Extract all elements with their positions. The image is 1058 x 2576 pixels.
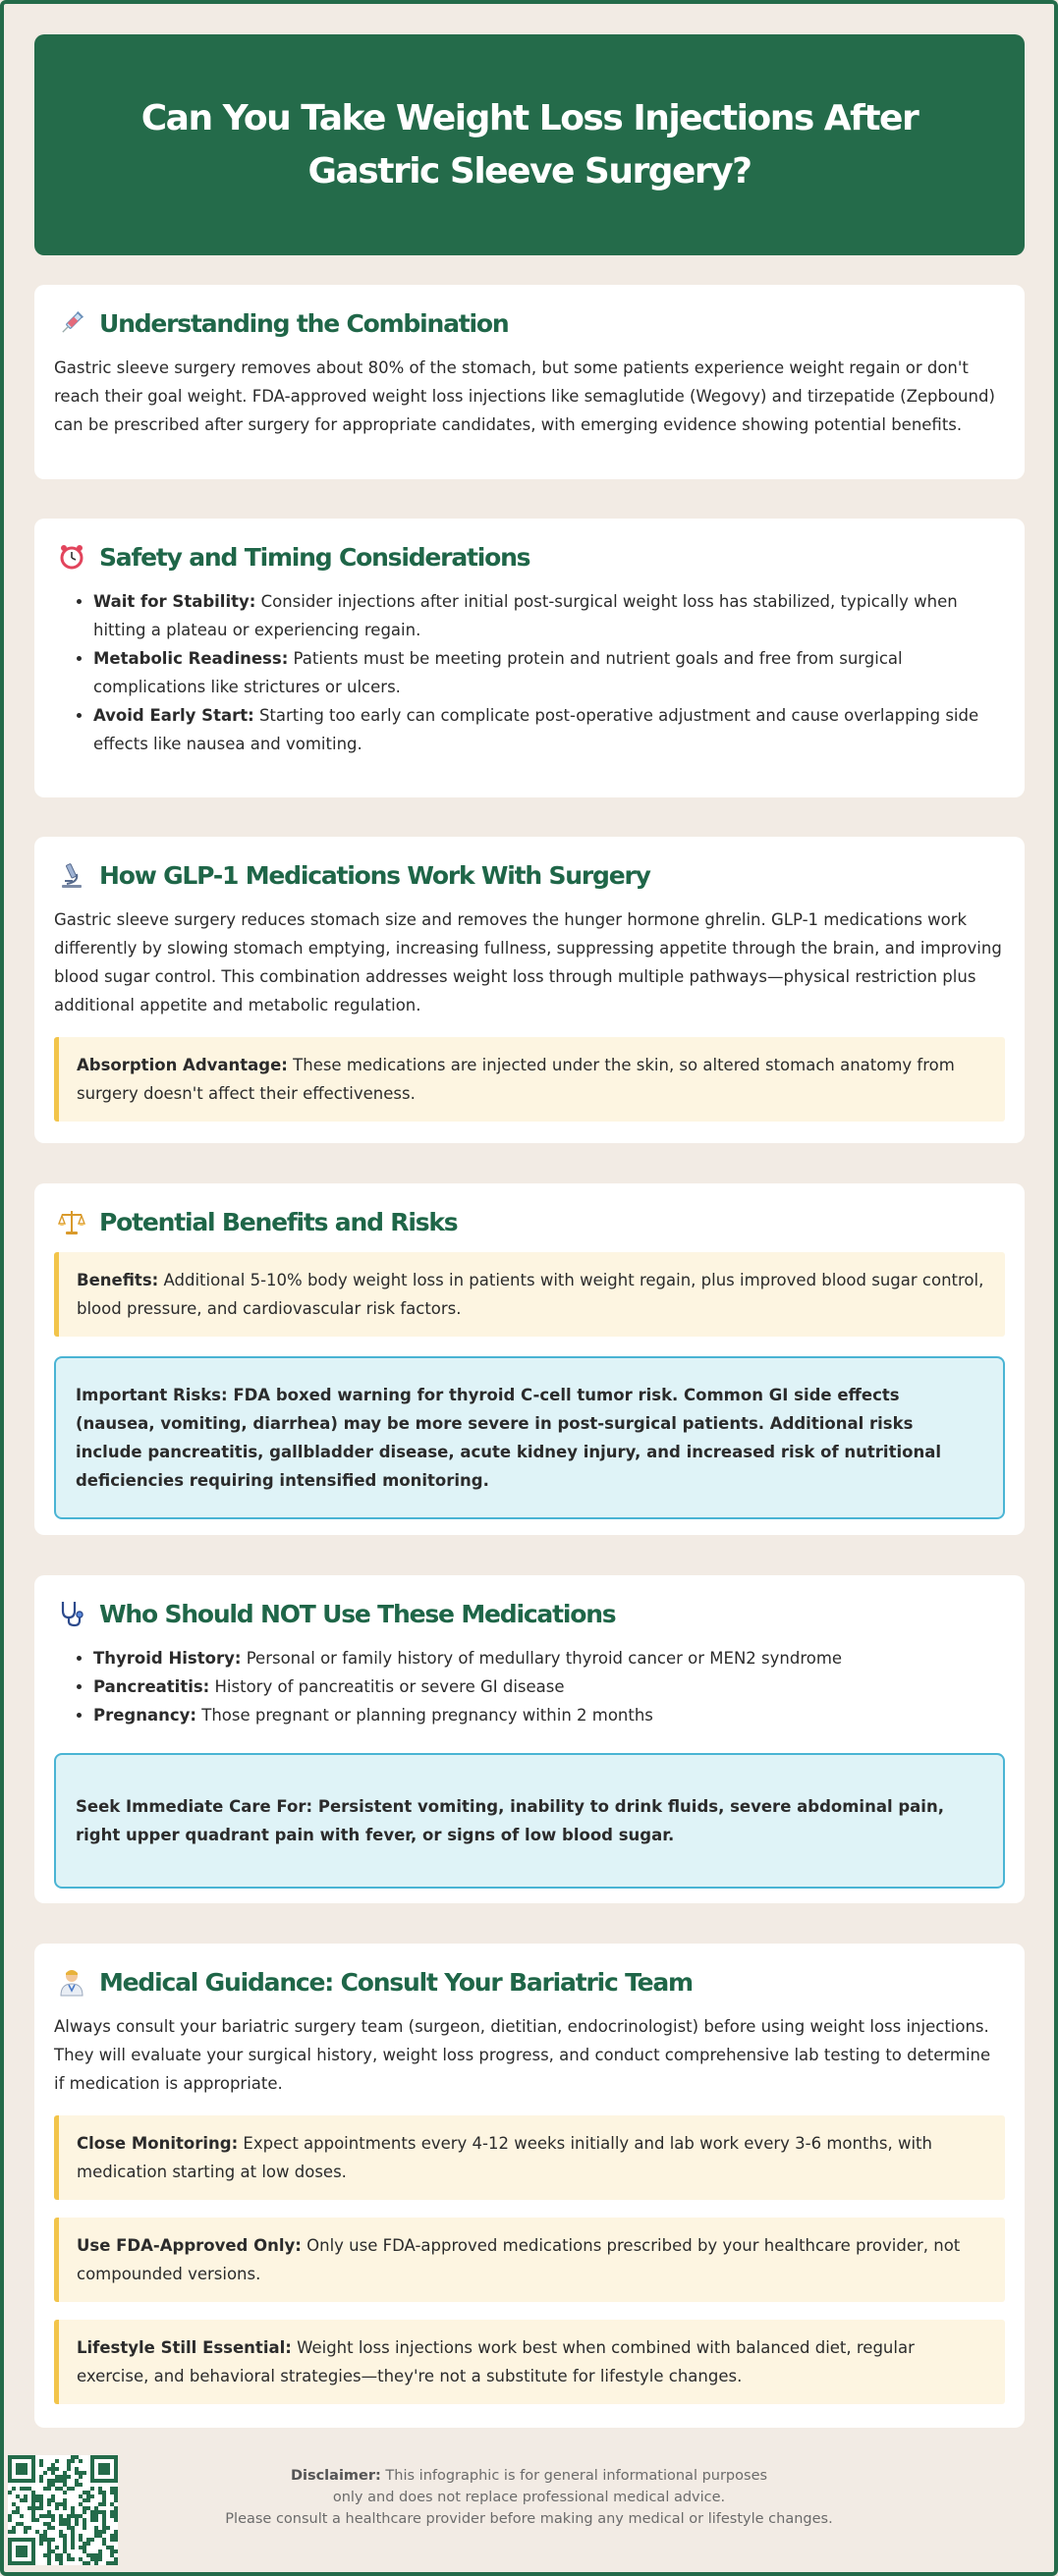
section-title: How GLP-1 Medications Work With Surgery <box>99 860 650 890</box>
item-label: Thyroid History: <box>93 1649 242 1668</box>
page-header <box>34 34 1025 255</box>
note-label: Use FDA-Approved Only: <box>77 2236 302 2255</box>
note-text: Only use FDA-approved medications prescribed by your healthcare provider, not compounded versions. <box>77 2236 961 2283</box>
syringe-icon <box>54 306 89 340</box>
item-label: Metabolic Readiness: <box>93 649 289 668</box>
section-title: Medical Guidance: Consult Your Bariatric Team <box>99 1967 693 1997</box>
section-title: Safety and Timing Considerations <box>99 542 530 572</box>
list-item <box>93 1672 1005 1701</box>
microscope-icon <box>54 858 89 892</box>
section-text: Always consult your bariatric surgery team (surgeon, dietitian, endocrinologist) before using weight loss injections. They will evaluate your surgical history, weight loss progress, and conduct comprehensive lab testing to determine if medication is appropriate. <box>54 2017 991 2093</box>
item-text: History of pancreatitis or severe GI disease <box>209 1677 565 1696</box>
safety-list <box>93 587 1005 758</box>
absorption-note <box>54 1037 1005 1122</box>
doctor-icon <box>54 1965 89 1999</box>
section-benefits-risks <box>34 1183 1025 1535</box>
page-title: Can You Take Weight Loss Injections After Gastric Sleeve Surgery? <box>140 97 919 192</box>
note-text: Weight loss injections work best when combined with balanced diet, regular exercise, and behavioral strategies—they're not a substitute for lifestyle changes. <box>77 2338 915 2385</box>
note-label: Absorption Advantage: <box>77 1056 288 1074</box>
section-text: Gastric sleeve surgery reduces stomach size and removes the hunger hormone ghrelin. GLP-1 medications work differently by slowing stomach emptying, increasing fullness, suppressing appetite through the brain, and improving blood sugar control. This combination addresses weight loss through multiple pathways—physical restriction plus additional appetite and metabolic regulation. <box>54 910 1002 1014</box>
section-glp1 <box>34 837 1025 1143</box>
item-label: Pancreatitis: <box>93 1677 210 1696</box>
balance-scale-icon <box>54 1205 89 1238</box>
item-text: Those pregnant or planning pregnancy within 2 months <box>196 1706 653 1725</box>
section-title: Potential Benefits and Risks <box>99 1207 458 1236</box>
item-label: Wait for Stability: <box>93 592 256 611</box>
note-text: Additional 5-10% body weight loss in patients with weight regain, plus improved blood sugar control, blood pressure, and cardiovascular risk factors. <box>77 1271 984 1318</box>
note-text: These medications are injected under the skin, so altered stomach anatomy from surgery doesn't affect their effectiveness. <box>77 1056 955 1103</box>
monitoring-note <box>54 2115 1005 2200</box>
disclaimer-label: Disclaimer: <box>290 2468 381 2484</box>
section-title: Understanding the Combination <box>99 308 509 338</box>
item-text: Patients must be meeting protein and nutrient goals and free from surgical complications like strictures or ulcers. <box>93 649 903 696</box>
section-safety <box>34 519 1025 797</box>
section-medical-guidance <box>34 1944 1025 2428</box>
fda-approved-note <box>54 2218 1005 2302</box>
alarm-clock-icon <box>54 540 89 574</box>
disclaimer-line-2: only and does not replace professional medical advice. <box>332 2490 726 2505</box>
lifestyle-note <box>54 2320 1005 2404</box>
immediate-care-alert <box>54 1753 1005 1889</box>
item-text: Consider injections after initial post-surgical weight loss has stabilized, typically when hitting a plateau or experiencing regain. <box>93 592 958 639</box>
disclaimer-line-1: This infographic is for general informational purposes <box>380 2468 768 2484</box>
list-item <box>93 587 1005 644</box>
section-text: Gastric sleeve surgery removes about 80% of the stomach, but some patients experience weight regain or don't reach their goal weight. FDA-approved weight loss injections like semaglutide (Wegovy) and tirzepatide (Zepbound) can be prescribed after surgery for appropriate candidates, with emerging evidence showing potential benefits. <box>54 358 995 434</box>
list-item <box>93 1701 1005 1729</box>
note-label: Benefits: <box>77 1271 159 1289</box>
section-title: Who Should NOT Use These Medications <box>99 1599 616 1628</box>
item-text: Starting too early can complicate post-operative adjustment and cause overlapping side effects like nausea and vomiting. <box>93 706 979 753</box>
item-text: Personal or family history of medullary thyroid cancer or MEN2 syndrome <box>241 1649 843 1668</box>
note-label: Lifestyle Still Essential: <box>77 2338 292 2357</box>
contraindication-list <box>93 1644 1005 1729</box>
list-item <box>93 644 1005 701</box>
alert-text: Seek Immediate Care For: Persistent vomiting, inability to drink fluids, severe abdominal pain, right upper quadrant pain with fever, or signs of low blood sugar. <box>76 1797 944 1844</box>
qr-code <box>8 2455 118 2565</box>
item-label: Pregnancy: <box>93 1706 196 1725</box>
item-label: Avoid Early Start: <box>93 706 254 725</box>
alert-text: Important Risks: FDA boxed warning for thyroid C-cell tumor risk. Common GI side effects (nausea, vomiting, diarrhea) may be more severe in post-surgical patients. Additional risks include pancreatitis, gallbladder disease, acute kidney injury, and increased risk of nutritional deficiencies requiring intensified monitoring. <box>76 1386 941 1490</box>
list-item <box>93 1644 1005 1672</box>
benefits-note <box>54 1252 1005 1337</box>
section-contraindications <box>34 1575 1025 1903</box>
note-text: Expect appointments every 4-12 weeks initially and lab work every 3-6 months, with medication starting at low doses. <box>77 2134 932 2181</box>
note-label: Close Monitoring: <box>77 2134 239 2153</box>
list-item <box>93 701 1005 758</box>
section-understanding <box>34 285 1025 479</box>
disclaimer <box>118 2465 940 2530</box>
stethoscope-icon <box>54 1597 89 1630</box>
disclaimer-line-3: Please consult a healthcare provider before making any medical or lifestyle changes. <box>225 2511 833 2527</box>
risks-alert <box>54 1356 1005 1519</box>
